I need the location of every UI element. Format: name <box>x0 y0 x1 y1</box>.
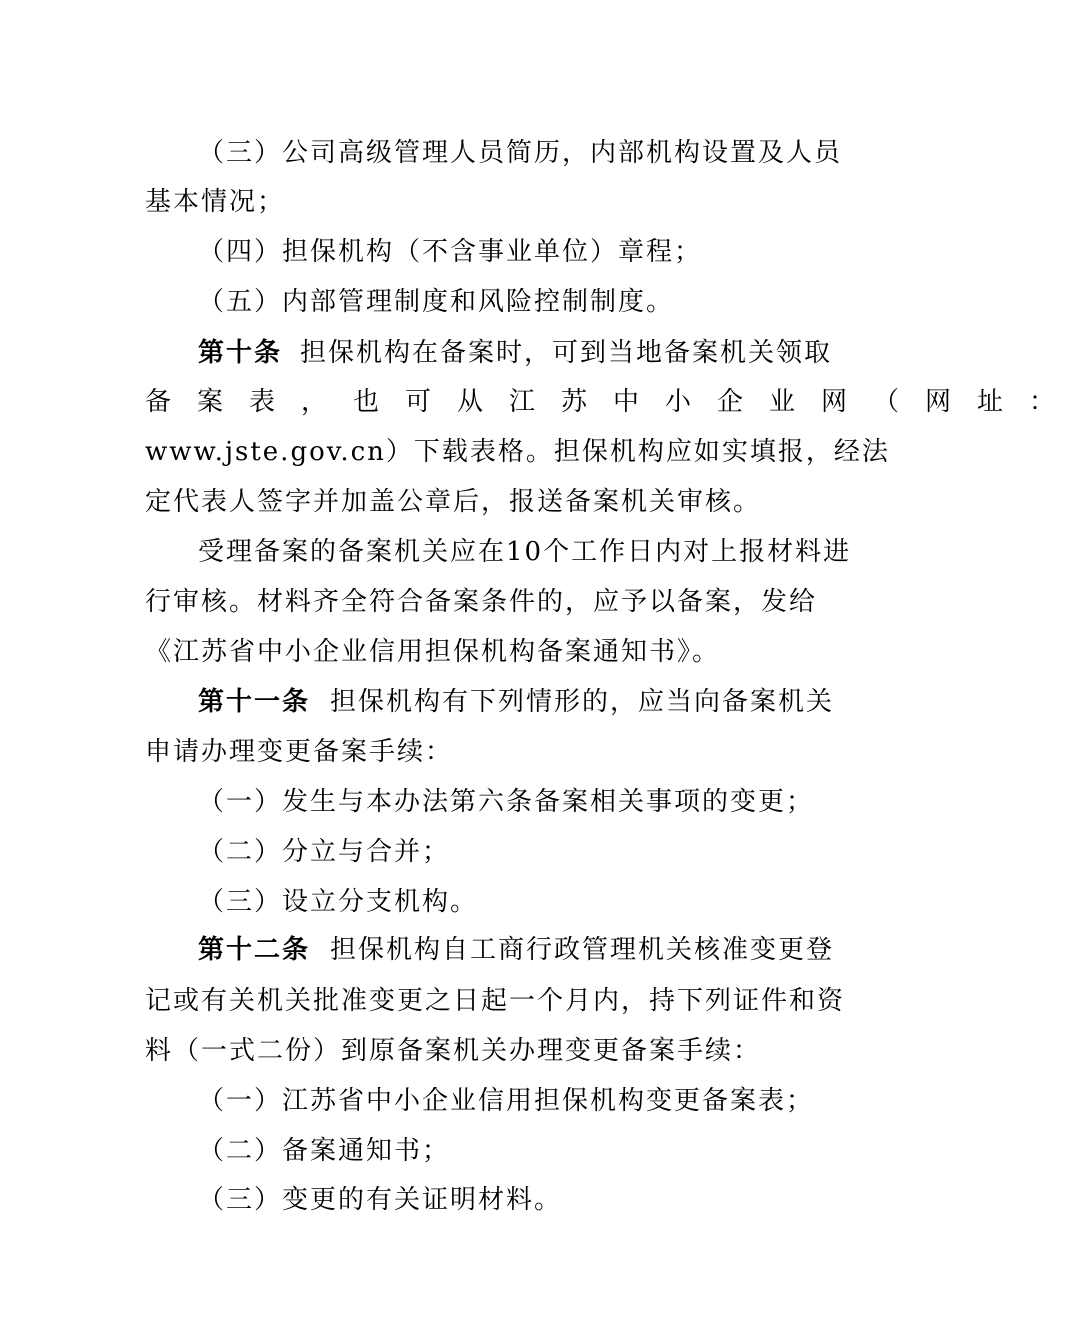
paragraph-line: 担保机构在备案时，可到当地备案机关领取 <box>300 338 833 368</box>
paragraph-line: 申请办理变更备案手续： <box>145 737 454 767</box>
paragraph-line: （四）担保机构（不含事业单位）章程； <box>198 237 703 267</box>
paragraph-line: 行审核。材料齐全符合备案条件的，应予以备案，发给 <box>145 587 818 617</box>
article-heading-12: 第十二条 <box>198 935 311 965</box>
paragraph-line: 基本情况； <box>145 187 286 217</box>
paragraph-line: （三）设立分支机构。 <box>198 887 479 917</box>
paragraph-line: 担保机构自工商行政管理机关核准变更登 <box>330 935 835 965</box>
article-heading-10: 第十条 <box>198 338 283 368</box>
paragraph-line: （一）发生与本办法第六条备案相关事项的变更； <box>198 787 815 817</box>
article-heading-11: 第十一条 <box>198 687 311 717</box>
paragraph-line: （二）分立与合并； <box>198 837 451 867</box>
paragraph-line: 记或有关机关批准变更之日起一个月内，持下列证件和资 <box>145 986 846 1016</box>
paragraph-line: （一）江苏省中小企业信用担保机构变更备案表； <box>198 1086 815 1116</box>
paragraph-line: 定代表人签字并加盖公章后，报送备案机关审核。 <box>145 487 762 517</box>
paragraph-line: 料（一式二份）到原备案机关办理变更备案手续： <box>145 1036 762 1066</box>
paragraph-line: 《江苏省中小企业信用担保机构备案通知书》。 <box>145 637 721 667</box>
paragraph-line: （二）备案通知书； <box>198 1136 451 1166</box>
paragraph-line: www.jste.gov.cn）下载表格。担保机构应如实填报，经法 <box>145 437 890 467</box>
paragraph-line: 备案表，也可从江苏中小企业网（网址： <box>145 387 1081 417</box>
paragraph-line: 担保机构有下列情形的，应当向备案机关 <box>330 687 835 717</box>
paragraph-line: （三）变更的有关证明材料。 <box>198 1185 563 1215</box>
paragraph-line: （五）内部管理制度和风险控制制度。 <box>198 287 675 317</box>
paragraph-line: 受理备案的备案机关应在10个工作日内对上报材料进 <box>198 537 852 567</box>
paragraph-line: （三）公司高级管理人员简历，内部机构设置及人员 <box>198 138 843 168</box>
